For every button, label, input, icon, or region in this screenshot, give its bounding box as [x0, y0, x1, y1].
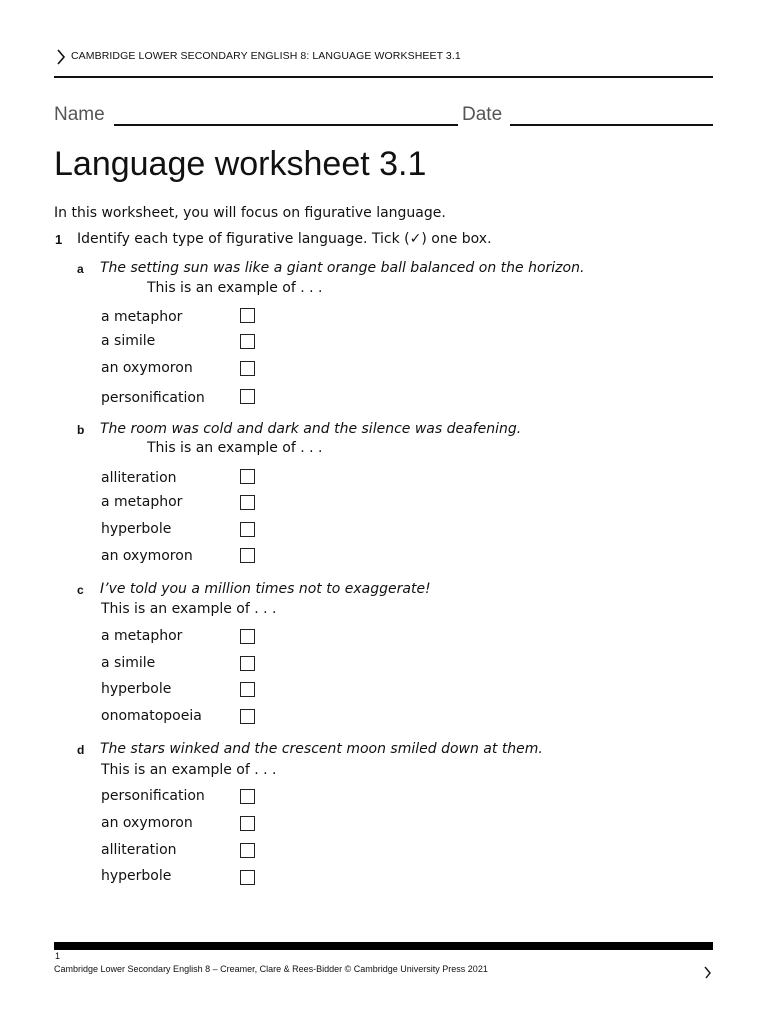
tick-box[interactable] — [240, 334, 255, 349]
tick-box[interactable] — [240, 308, 255, 323]
question-text: Identify each type of figurative language. Tick (✓) one box. — [77, 231, 492, 247]
option-label: hyperbole — [101, 681, 172, 697]
tick-box[interactable] — [240, 629, 255, 644]
tick-box[interactable] — [240, 789, 255, 804]
tick-box[interactable] — [240, 870, 255, 885]
part-prompt: This is an example of . . . — [147, 440, 323, 456]
tick-box[interactable] — [240, 656, 255, 671]
option-label: a metaphor — [101, 494, 183, 510]
tick-box[interactable] — [240, 469, 255, 484]
chevron-right-icon — [55, 48, 67, 66]
page-title: Language worksheet 3.1 — [54, 145, 427, 183]
option-label: a metaphor — [101, 309, 183, 325]
date-label: Date — [462, 104, 503, 125]
part-sentence: The room was cold and dark and the silence was deafening. — [100, 421, 522, 437]
tick-box[interactable] — [240, 682, 255, 697]
tick-box[interactable] — [240, 816, 255, 831]
page-number: 1 — [55, 951, 61, 961]
part-sentence: The stars winked and the crescent moon smiled down at them. — [100, 741, 543, 757]
option-label: alliteration — [101, 470, 177, 486]
option-label: a simile — [101, 333, 156, 349]
option-label: alliteration — [101, 842, 177, 858]
question-number: 1 — [55, 232, 63, 247]
name-label: Name — [54, 104, 105, 125]
tick-box[interactable] — [240, 548, 255, 563]
footer-rule — [54, 942, 713, 950]
option-label: onomatopoeia — [101, 708, 202, 724]
intro-text: In this worksheet, you will focus on figurative language. — [54, 205, 446, 221]
part-letter: a — [77, 262, 84, 276]
part-sentence: I’ve told you a million times not to exaggerate! — [100, 581, 431, 597]
option-label: personification — [101, 390, 205, 406]
running-header: CAMBRIDGE LOWER SECONDARY ENGLISH 8: LANGUAGE WORKSHEET 3.1 — [71, 50, 461, 62]
header-rule — [54, 76, 713, 78]
part-sentence: The setting sun was like a giant orange ball balanced on the horizon. — [100, 260, 585, 276]
option-label: personification — [101, 788, 205, 804]
name-field[interactable] — [114, 124, 458, 126]
part-letter: d — [77, 743, 85, 757]
name-date-row — [54, 104, 714, 128]
tick-box[interactable] — [240, 389, 255, 404]
part-letter: c — [77, 583, 84, 597]
tick-box[interactable] — [240, 843, 255, 858]
option-label: a simile — [101, 655, 156, 671]
option-label: an oxymoron — [101, 815, 193, 831]
tick-box[interactable] — [240, 709, 255, 724]
part-prompt: This is an example of . . . — [101, 762, 277, 778]
part-prompt: This is an example of . . . — [101, 601, 277, 617]
part-prompt: This is an example of . . . — [147, 280, 323, 296]
tick-box[interactable] — [240, 361, 255, 376]
part-letter: b — [77, 423, 85, 437]
option-label: a metaphor — [101, 628, 183, 644]
option-label: an oxymoron — [101, 360, 193, 376]
option-label: hyperbole — [101, 868, 172, 884]
date-field[interactable] — [510, 124, 713, 126]
option-label: hyperbole — [101, 521, 172, 537]
option-label: an oxymoron — [101, 548, 193, 564]
footer-credit: Cambridge Lower Secondary English 8 – Creamer, Clare & Rees-Bidder © Cambridge University Press 2021 — [54, 964, 488, 974]
chevron-right-icon — [703, 965, 713, 979]
tick-box[interactable] — [240, 522, 255, 537]
tick-box[interactable] — [240, 495, 255, 510]
